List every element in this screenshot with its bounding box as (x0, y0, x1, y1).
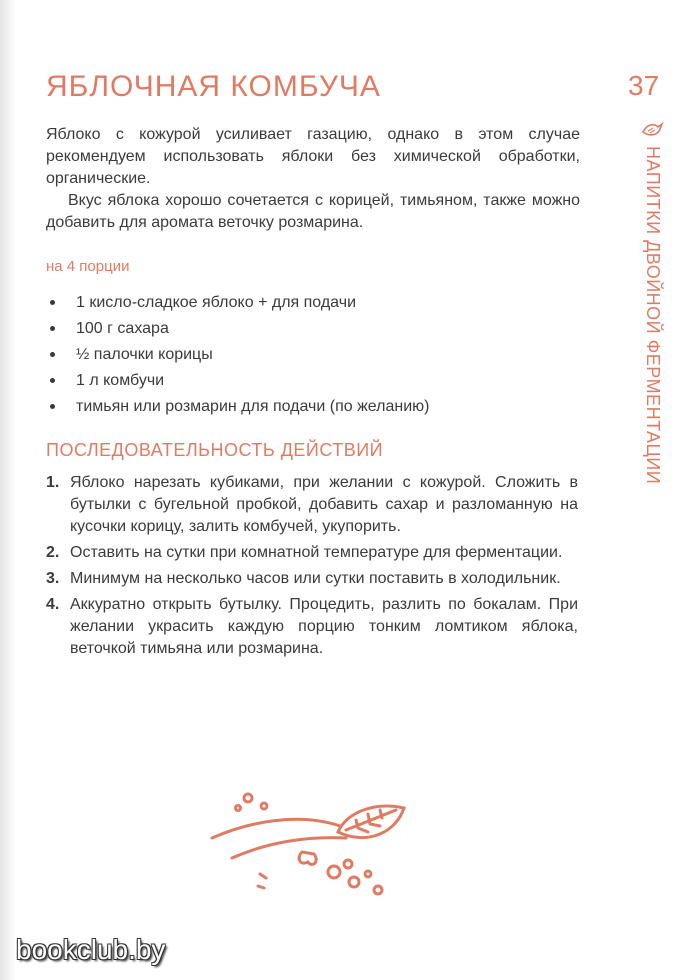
step-number: 4. (46, 596, 60, 613)
portions-label: на 4 порции (46, 258, 130, 275)
intro-text (46, 124, 580, 234)
step-item (46, 594, 578, 660)
section-side-title: НАПИТКИ ДВОЙНОЙ ФЕРМЕНТАЦИИ (643, 146, 663, 485)
step-item (46, 542, 578, 564)
ingredient-item: 1 л комбучи (46, 368, 430, 394)
page-title: ЯБЛОЧНАЯ КОМБУЧА (46, 70, 381, 103)
step-number: 3. (46, 570, 60, 587)
step-text: Оставить на сутки при комнатной температуре для ферментации. (70, 544, 563, 561)
ingredient-item: тимьян или розмарин для подачи (по желанию) (46, 394, 430, 420)
step-text: Аккуратно открыть бутылку. Процедить, разлить по бокалам. При желании украсить каждую порцию тонким ломтиком яблока, веточкой тимьяна или розмарина. (70, 596, 578, 657)
steps-list (46, 472, 578, 664)
steps-heading: ПОСЛЕДОВАТЕЛЬНОСТЬ ДЕЙСТВИЙ (46, 440, 384, 460)
page-number: 37 (628, 70, 660, 101)
step-number: 1. (46, 474, 60, 491)
leaf-ornament-icon (208, 792, 412, 896)
step-text: Минимум на несколько часов или сутки поставить в холодильник. (70, 570, 561, 587)
bird-icon (640, 118, 666, 140)
step-item (46, 472, 578, 538)
ingredient-list (46, 290, 430, 420)
ingredient-item: 100 г сахара (46, 316, 430, 342)
intro-paragraph: Вкус яблока хорошо сочетается с корицей, тимьяном, также можно добавить для аромата веточку розмарина. (46, 192, 580, 231)
ingredient-item: 1 кисло-сладкое яблоко + для подачи (46, 290, 430, 316)
intro-paragraph: Яблоко с кожурой усиливает газацию, однако в этом случае рекомендуем использовать яблоки без химической обработки, органические. (46, 126, 580, 187)
watermark: bookclub.by (16, 934, 166, 965)
step-item (46, 568, 578, 590)
ingredient-item: ½ палочки корицы (46, 342, 430, 368)
page-spine-shadow (0, 0, 16, 980)
step-text: Яблоко нарезать кубиками, при желании с кожурой. Сложить в бутылки с бугельной пробкой, добавить сахар и разломанную на кусочки корицу, залить комбучей, укупорить. (70, 474, 578, 535)
step-number: 2. (46, 544, 60, 561)
